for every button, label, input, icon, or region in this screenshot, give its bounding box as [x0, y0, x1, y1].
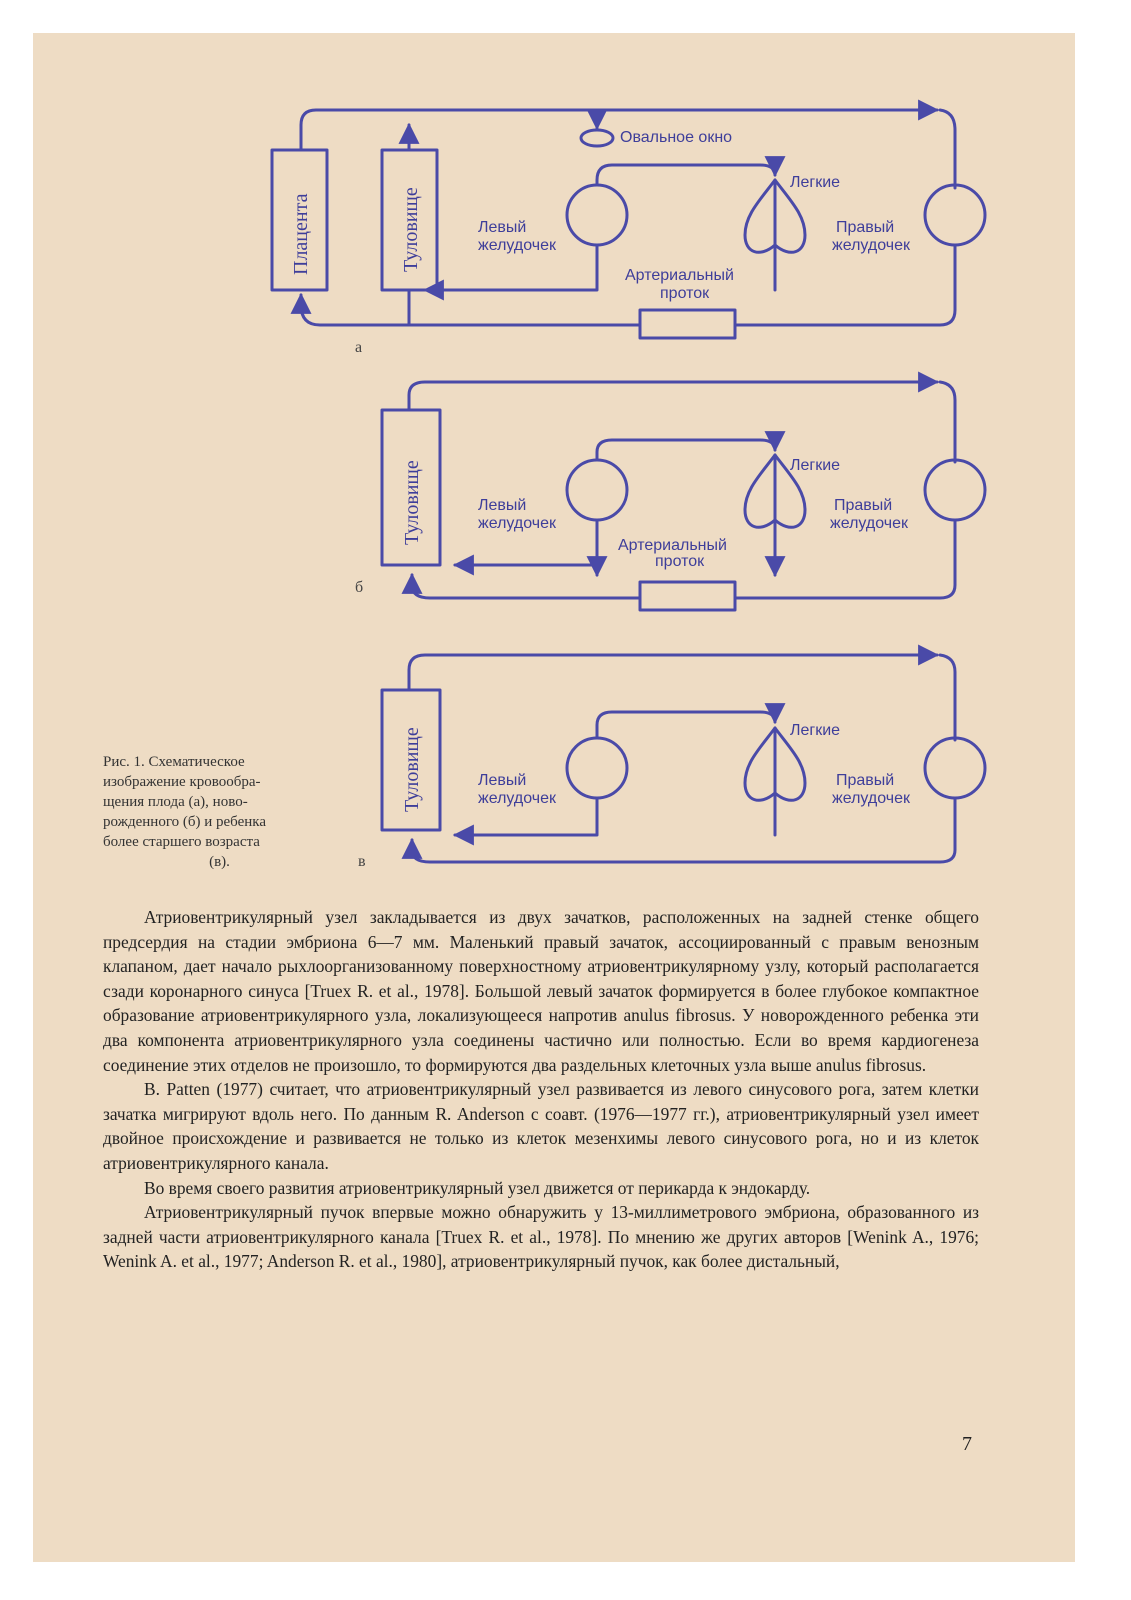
right-top-c — [940, 655, 955, 740]
right-ventricle-c — [925, 738, 985, 798]
right-ventricle-a — [925, 185, 985, 245]
caption-line: Рис. 1. Схематическое — [103, 754, 245, 770]
left-ventricle-b — [567, 460, 627, 520]
right-ventricle-label-a1: Правый — [836, 219, 895, 236]
ductus-box-b — [640, 582, 735, 610]
top-artery-a — [301, 110, 937, 150]
body-text — [103, 905, 979, 1274]
page-number: 7 — [962, 1433, 972, 1455]
left-ventricle-label-a2: желудочек — [478, 237, 556, 254]
paragraph: Во время своего развития атриовентрикулярный узел движется от перикарда к эндокарду. — [144, 1177, 811, 1198]
top-artery-b — [409, 382, 937, 410]
pulm-top-a — [597, 165, 775, 185]
figure-caption — [103, 752, 336, 872]
caption-line: щения плода (а), ново- — [103, 794, 248, 810]
top-artery-c — [409, 655, 937, 690]
paragraph: Атриовентрикулярный пучок впервые можно обнаружить у 13-миллиметрового эмбриона, образованного из задней части атриовентрикулярного канала [Truex R. et al., 1978]. По мнению же других авторов [Wenink A., 1976; Wenink A. et al., 1977; Anderson R. et al., 1980], атриовентрикулярный пучок, как более дистальный, — [103, 1202, 979, 1272]
right-ventricle-label-c2: желудочек — [832, 790, 910, 807]
panel-b-label: б — [355, 579, 364, 596]
right-ventricle-b — [925, 460, 985, 520]
placenta-label: Плацента — [290, 193, 312, 275]
right-ventricle-label-b2: желудочек — [830, 515, 908, 532]
caption-line: более старшего возраста — [103, 834, 260, 850]
left-ventricle-label-c2: желудочек — [478, 790, 556, 807]
left-ventricle-label-b2: желудочек — [478, 515, 556, 532]
caption-line: изображение кровообра- — [103, 774, 261, 790]
left-ventricle-label-a1: Левый — [478, 219, 527, 236]
ductus-box-a — [640, 310, 735, 338]
trunk-label-c: Туловище — [401, 727, 423, 812]
duct-label-b1: Артериальный — [618, 537, 727, 554]
pulm-top-c — [597, 712, 775, 738]
lungs-label-c: Легкие — [790, 722, 841, 739]
paragraph: Атриовентрикулярный узел закладывается из двух зачатков, расположенных на задней стенке общего предсердия на стадии эмбриона 6—7 мм. Маленький правый зачаток, ассоциированный с правым венозным клапаном, дает начало рыхлоорганизованному поверхностному атриовентрикулярному узлу, который располагается сзади коронарного синуса [Truex R. et al., 1978]. Большой левый зачаток формируется в более глубокое компактное образование атриовентрикулярного узла, локализующееся напротив anulus fibrosus. У новорожденного ребенка эти два компонента атриовентрикулярного узла соединены частично или полностью. Если во время кардиогенеза соединение этих отделов не произошло, то формируются два раздельных клеточных узла выше anulus fibrosus. — [103, 907, 979, 1075]
left-ventricle-label-c1: Левый — [478, 772, 527, 789]
right-ventricle-label-c1: Правый — [836, 772, 895, 789]
caption-line: (в). — [209, 854, 230, 870]
lungs-label-a: Легкие — [790, 174, 841, 191]
pulm-top-b — [597, 440, 775, 460]
panel-b — [382, 382, 985, 610]
panel-c — [382, 655, 985, 862]
right-ventricle-label-b1: Правый — [834, 497, 893, 514]
left-ventricle-a — [567, 185, 627, 245]
trunk-label-a: Туловище — [400, 187, 422, 272]
panel-c-label: в — [358, 853, 366, 870]
trunk-label-b: Туловище — [401, 460, 423, 545]
duct-label-b2: проток — [655, 553, 705, 570]
caption-line: рожденного (б) и ребенка — [103, 814, 267, 830]
right-top-a — [940, 110, 955, 188]
right-ventricle-label-a2: желудочек — [832, 237, 910, 254]
lungs-label-b: Легкие — [790, 457, 841, 474]
paragraph: B. Patten (1977) считает, что атриовентрикулярный узел развивается из левого синусового рога, затем клетки зачатка мигрируют вдоль него. По данным R. Anderson с соавт. (1976—1977 гг.), атриовентрикулярный узел имеет двойное происхождение и развивается не только из клеток мезенхимы левого синусового рога, но и из клеток атриовентрикулярного канала. — [103, 1079, 979, 1173]
duct-label-a2: проток — [660, 285, 710, 302]
right-top-b — [940, 382, 955, 462]
oval-window — [581, 130, 613, 146]
left-ventricle-label-b1: Левый — [478, 497, 527, 514]
oval-window-label: Овальное окно — [620, 129, 733, 146]
duct-label-a1: Артериальный — [625, 267, 734, 284]
bottom-line-c — [412, 798, 955, 862]
left-ventricle-c — [567, 738, 627, 798]
panel-a-label: а — [355, 339, 363, 356]
